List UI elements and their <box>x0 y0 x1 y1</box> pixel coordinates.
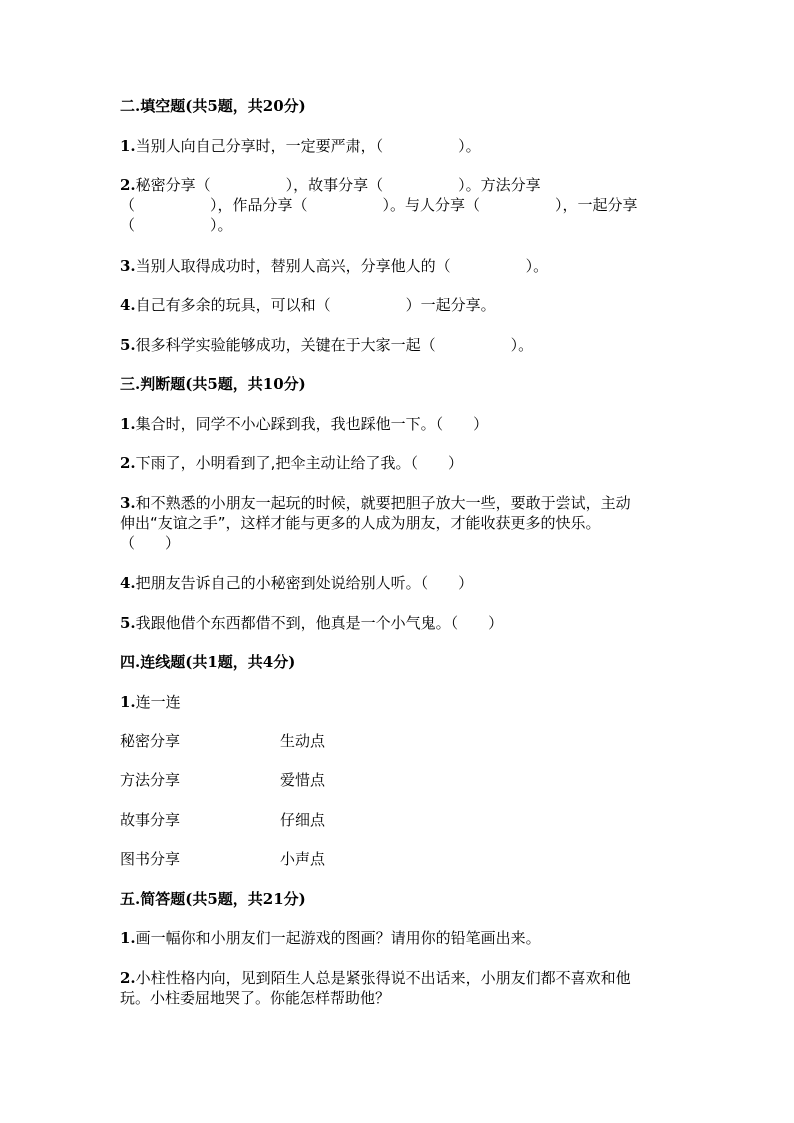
match-row <box>120 849 680 869</box>
match-left-item: 方法分享 <box>120 771 181 789</box>
question-item: 4.把朋友告诉自己的小秘密到处说给别人听。（ ） <box>120 574 474 592</box>
question-item: 1.当别人向自己分享时，一定要严肃，（ ）。 <box>120 137 481 155</box>
question-item: 2.秘密分享（ ），故事分享（ ）。方法分享 （ ），作品分享（ ）。与人分享（ ），一起分享 （ ）。 <box>120 176 638 234</box>
question-item: 3.和不熟悉的小朋友一起玩的时候，就要把胆子放大一些，要敢于尝试，主动 伸出“友谊之手”，这样才能与更多的人成为朋友，才能收获更多的快乐。 （ ） <box>120 494 631 552</box>
match-left-item: 故事分享 <box>120 811 181 829</box>
question-item: 3.当别人取得成功时，替别人高兴，分享他人的（ ）。 <box>120 257 549 275</box>
question-item: 5.很多科学实验能够成功，关键在于大家一起（ ）。 <box>120 336 534 354</box>
question-item: 2.小柱性格内向，见到陌生人总是紧张得说不出话来，小朋友们都不喜欢和他 玩。小柱委屈地哭了。你能怎样帮助他？ <box>120 969 631 1007</box>
section-title: 四.连线题(共1题，共4分) <box>120 653 296 671</box>
question-item: 5.我跟他借个东西都借不到，他真是一个小气鬼。（ ） <box>120 614 504 632</box>
section-title: 五.简答题(共5题，共21分) <box>120 890 306 908</box>
match-row <box>120 810 680 830</box>
match-right-item: 仔细点 <box>280 811 326 829</box>
section-title: 三.判断题(共5题，共10分) <box>120 375 306 393</box>
question-item: 1.集合时，同学不小心踩到我，我也踩他一下。（ ） <box>120 415 489 433</box>
match-right-item: 生动点 <box>280 732 326 750</box>
match-right-item: 爱惜点 <box>280 771 326 789</box>
match-left-item: 图书分享 <box>120 850 181 868</box>
question-item: 4.自己有多余的玩具，可以和（ ）一起分享。 <box>120 296 496 314</box>
question-item: 1.连一连 <box>120 693 181 711</box>
section-title: 二.填空题(共5题，共20分) <box>120 97 306 115</box>
question-item: 2.下雨了，小明看到了,把伞主动让给了我。（ ） <box>120 454 463 472</box>
match-left-item: 秘密分享 <box>120 732 181 750</box>
match-right-item: 小声点 <box>280 850 326 868</box>
match-row <box>120 770 680 790</box>
question-item: 1.画一幅你和小朋友们一起游戏的图画？请用你的铅笔画出来。 <box>120 929 541 947</box>
match-row <box>120 731 680 751</box>
